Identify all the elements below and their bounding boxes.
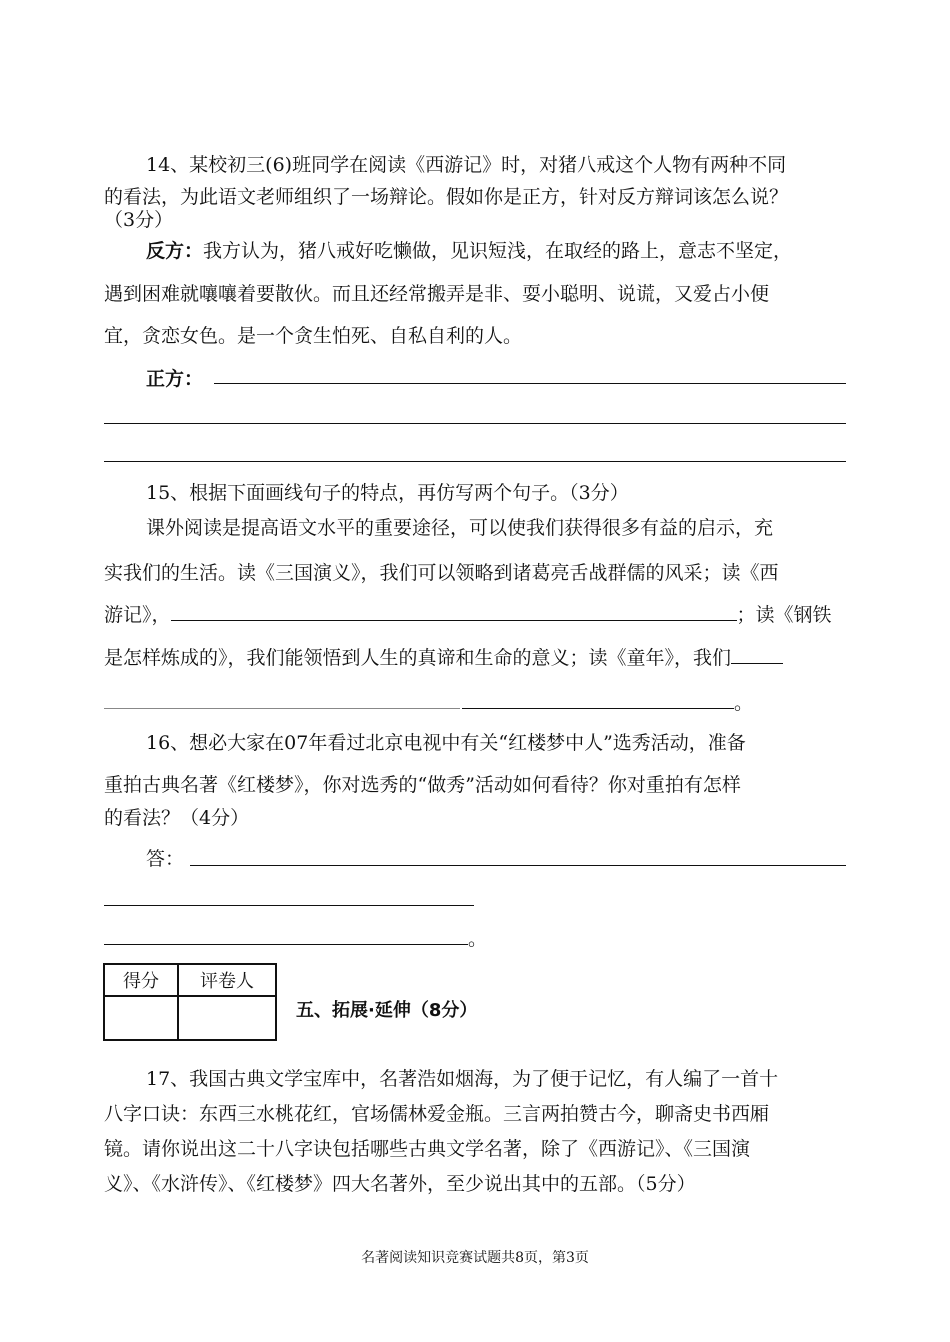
q15-line-4 (104, 645, 846, 671)
q16-end-mark: 。 (468, 928, 488, 950)
answer-line[interactable] (104, 905, 474, 906)
score-header: 得分 (104, 964, 178, 996)
q16-answer-label: 答： (146, 848, 185, 870)
fill-blank[interactable] (731, 645, 783, 664)
answer-line[interactable] (214, 383, 846, 384)
q15-title: 15、根据下面画线句子的特点，再仿写两个句子。（3分） (146, 482, 629, 504)
q17-line-4: 义》、《水浒传》、《红楼梦》四大名著外，至少说出其中的五部。（5分） (104, 1173, 696, 1195)
page-footer: 名著阅读知识竞赛试题共8页，第3页 (361, 1250, 589, 1266)
q16-line-3: 的看法？（4分） (104, 807, 250, 829)
q17-line-3: 镜。请你说出这二十八字诀包括哪些古典文学名著，除了《西游记》、《三国演 (104, 1138, 751, 1160)
section-5-title: 五、拓展·延伸（8分） (296, 1000, 478, 1021)
q14-fan-line-3: 宜，贪恋女色。是一个贪生怕死、自私自利的人。 (104, 325, 523, 347)
q17-line-2: 八字口诀：东西三水桃花红，官场儒林爱金瓶。三言两拍赞古今，聊斋史书西厢 (104, 1103, 770, 1125)
answer-line[interactable] (104, 944, 468, 945)
q14-line-3: （3分） (104, 209, 174, 231)
q14-fan-line-1 (146, 238, 846, 264)
q14-zheng-line (146, 366, 846, 392)
zheng-label: 正方： (146, 368, 204, 390)
q15-end-mark: 。 (734, 692, 754, 714)
score-cell[interactable] (104, 996, 178, 1040)
q15-line-3 (104, 602, 846, 628)
answer-line[interactable] (104, 461, 846, 462)
answer-line[interactable] (190, 865, 846, 866)
answer-line[interactable] (104, 708, 460, 709)
q16-line-1: 16、想必大家在07年看过北京电视中有关“红楼梦中人”选秀活动，准备 (146, 732, 746, 754)
grader-header: 评卷人 (178, 964, 276, 996)
grader-cell[interactable] (178, 996, 276, 1040)
q15-line-3-end: ；读《钢铁 (736, 604, 832, 626)
q14-fan-line-2: 遇到困难就嚷嚷着要散伙。而且还经常搬弄是非、耍小聪明、说谎，又爱占小便 (104, 283, 770, 305)
fan-label: 反方： (146, 240, 204, 262)
q15-line-1: 课外阅读是提高语文水平的重要途径，可以使我们获得很多有益的启示，充 (146, 517, 774, 539)
q15-line-4-text: 是怎样炼成的》，我们能领悟到人生的真谛和生命的意义；读《童年》，我们 (104, 647, 732, 669)
q14-line-2: 的看法，为此语文老师组织了一场辩论。假如你是正方，针对反方辩词该怎么说？ (104, 186, 789, 208)
answer-line[interactable] (462, 708, 734, 709)
q17-line-1: 17、我国古典文学宝库中，名著浩如烟海，为了便于记忆，有人编了一首十 (146, 1068, 779, 1090)
score-box (103, 963, 277, 1041)
q16-line-2: 重拍古典名著《红楼梦》，你对选秀的“做秀”活动如何看待？你对重拍有怎样 (104, 774, 741, 796)
answer-line[interactable] (104, 423, 846, 424)
fill-blank[interactable] (171, 602, 737, 621)
fan-text-1: 我方认为，猪八戒好吃懒做，见识短浅，在取经的路上，意志不坚定， (203, 240, 793, 262)
q14-line-1: 14、某校初三(6)班同学在阅读《西游记》时，对猪八戒这个人物有两种不同 (146, 154, 787, 176)
q15-line-3-start: 游记》， (104, 604, 171, 626)
q15-line-2: 实我们的生活。读《三国演义》，我们可以领略到诸葛亮舌战群儒的风采；读《西 (104, 562, 779, 584)
